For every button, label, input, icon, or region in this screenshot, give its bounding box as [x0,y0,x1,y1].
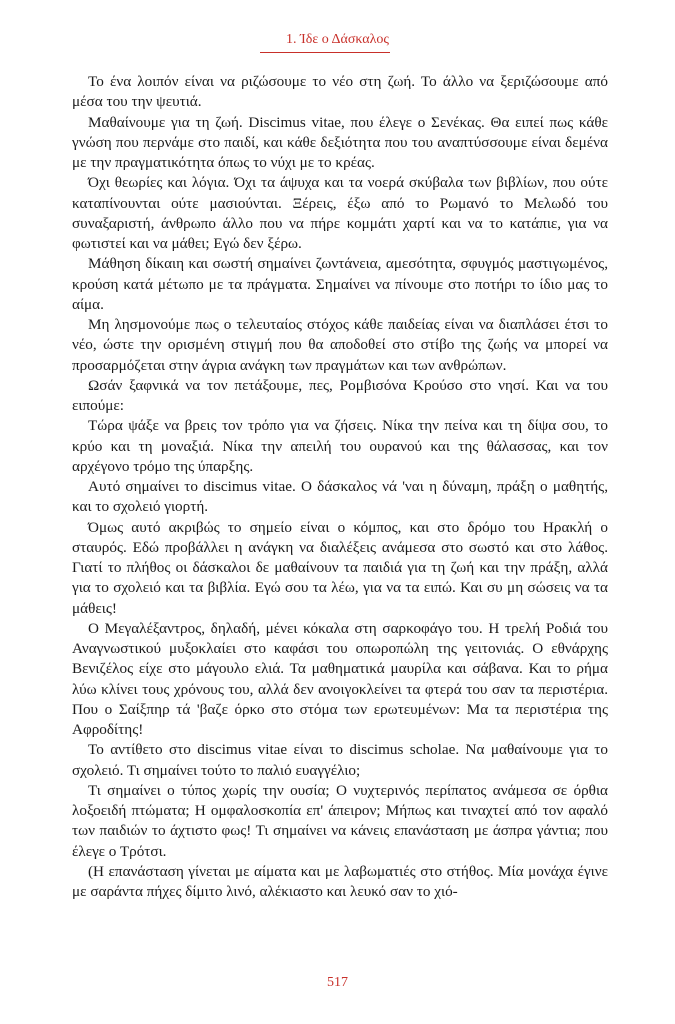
paragraph: Μη λησμονούμε πως ο τελευταίος στόχος κάθε παιδείας είναι να διαπλάσει έτσι το νέο, ώστε την ορισμένη στιγμή που θα αποδοθεί στο στίβο της ζωής να μπορεί να προσαρμόζεται στην άγρια ανάγκη των πραγμάτων και των ανθρώπων. [72,316,608,374]
paragraph: Μαθαίνουμε για τη ζωή. Discimus vitae, που έλεγε ο Σενέκας. Θα ειπεί πως κάθε γνώση που περνάμε στο παιδί, και κάθε δεξιότητα που του αναπτύσσουμε είναι δεμένα με την πραγματικότητα όπως το νύχι με το κρέας. [72,113,608,171]
paragraph: Τι σημαίνει ο τύπος χωρίς την ουσία; Ο νυχτερινός περίπατος ανάμεσα σε όρθια λοξοειδή πτώματα; Η ομφαλοσκοπία επ' άπειρον; Μήπως και τιναχτεί από τον αφαλό των παιδιών το άχτιστο φως! Τι σημαίνει να κάνεις επανάσταση με άσπρα γάντια; που έλεγε ο Τρότσι. [72,781,608,860]
running-head: 1. Ίδε ο Δάσκαλος [286,32,389,47]
running-head-rule [260,52,390,53]
page-number: 517 [327,975,348,990]
paragraph: Ωσάν ξαφνικά να τον πετάξουμε, πες, Ρομβισόνα Κρούσο στο νησί. Και να του ειπούμε: [72,376,608,414]
paragraph: Το αντίθετο στο discimus vitae είναι το discimus scholae. Να μαθαίνουμε για το σχολειό. Τι σημαίνει τούτο το παλιό ευαγγέλιο; [72,741,608,779]
paragraph: (Η επανάσταση γίνεται με αίματα και με λαβωματιές στο στήθος. Μία μονάχα έγινε με σαράντα πήχες δίμιτο λινό, αλέκιαστο και λευκό σαν το χιό- [72,862,608,900]
paragraph: Όμως αυτό ακριβώς το σημείο είναι ο κόμπος, και στο δρόμο του Ηρακλή ο σταυρός. Εδώ προβάλλει η ανάγκη να διαλέξεις ανάμεσα στο σωστό και στο λάθος. Γιατί το πλήθος οι δάσκαλοι δε μαθαίνουν τα παιδιά για τη ζωή και την πράξη, αλλά για το σχολειό και τα βιβλία. Εγώ σου τα λέω, για να τα ειπώ. Και συ μη σώσεις να τα μάθεις! [72,518,608,617]
paragraph: Αυτό σημαίνει το discimus vitae. Ο δάσκαλος νά 'ναι η δύναμη, πράξη ο μαθητής, και το σχολειό γιορτή. [72,478,608,516]
paragraph: Το ένα λοιπόν είναι να ριζώσουμε το νέο στη ζωή. Το άλλο να ξεριζώσουμε από μέσα του την ψευτιά. [72,73,608,111]
paragraph: Μάθηση δίκαιη και σωστή σημαίνει ζωντάνεια, αμεσότητα, σφυγμός μαστιγωμένος, κρούση κατά μέτωπο με τα πράγματα. Σημαίνει να πίνουμε στο ποτήρι το ίδιο μας το αίμα. [72,255,608,313]
paragraph: Ο Μεγαλέξαντρος, δηλαδή, μένει κόκαλα στη σαρκοφάγο του. Η τρελή Ροδιά του Αναγνωστικού μυξοκλαίει στο καφάσι του οπωροπώλη της γειτονιάς. Ο εθνάρχης Βενιζέλος είχε στο μάγουλο ελιά. Τα μαθηματικά μαυρίλα και σάβανα. Και το ρήμα λύω κλίνει τους χρόνους του, αλλά δεν ανοιγοκλείνει τα φτερά του σαν τα περιστέρια. Που ο Σαίξπηρ τά 'βαζε όρκο στο στόμα των ερωτευμένων: Μα τα περιστέρια της Αφροδίτης! [72,619,608,738]
paragraph: Τώρα ψάξε να βρεις τον τρόπο για να ζήσεις. Νίκα την πείνα και τη δίψα σου, το κρύο και τη μοναξιά. Νίκα την απειλή του ουρανού και της θάλασσας, και τον αρχέγονο τρόμο της ύπαρξης. [72,417,608,475]
body-text [72,72,608,902]
paragraph: Όχι θεωρίες και λόγια. Όχι τα άψυχα και τα νοερά σκύβαλα των βιβλίων, που ούτε καταπίνουνται ούτε μασιούνται. Ξέρεις, έξω από το Ρωμανό το Μελωδό του συναξαριστή, άνθρωπο άλλο που να πήρε κομμάτι χαρτί και να το κατάπιε, για να φωτιστεί και να μάθει; Εγώ δεν ξέρω. [72,174,608,252]
